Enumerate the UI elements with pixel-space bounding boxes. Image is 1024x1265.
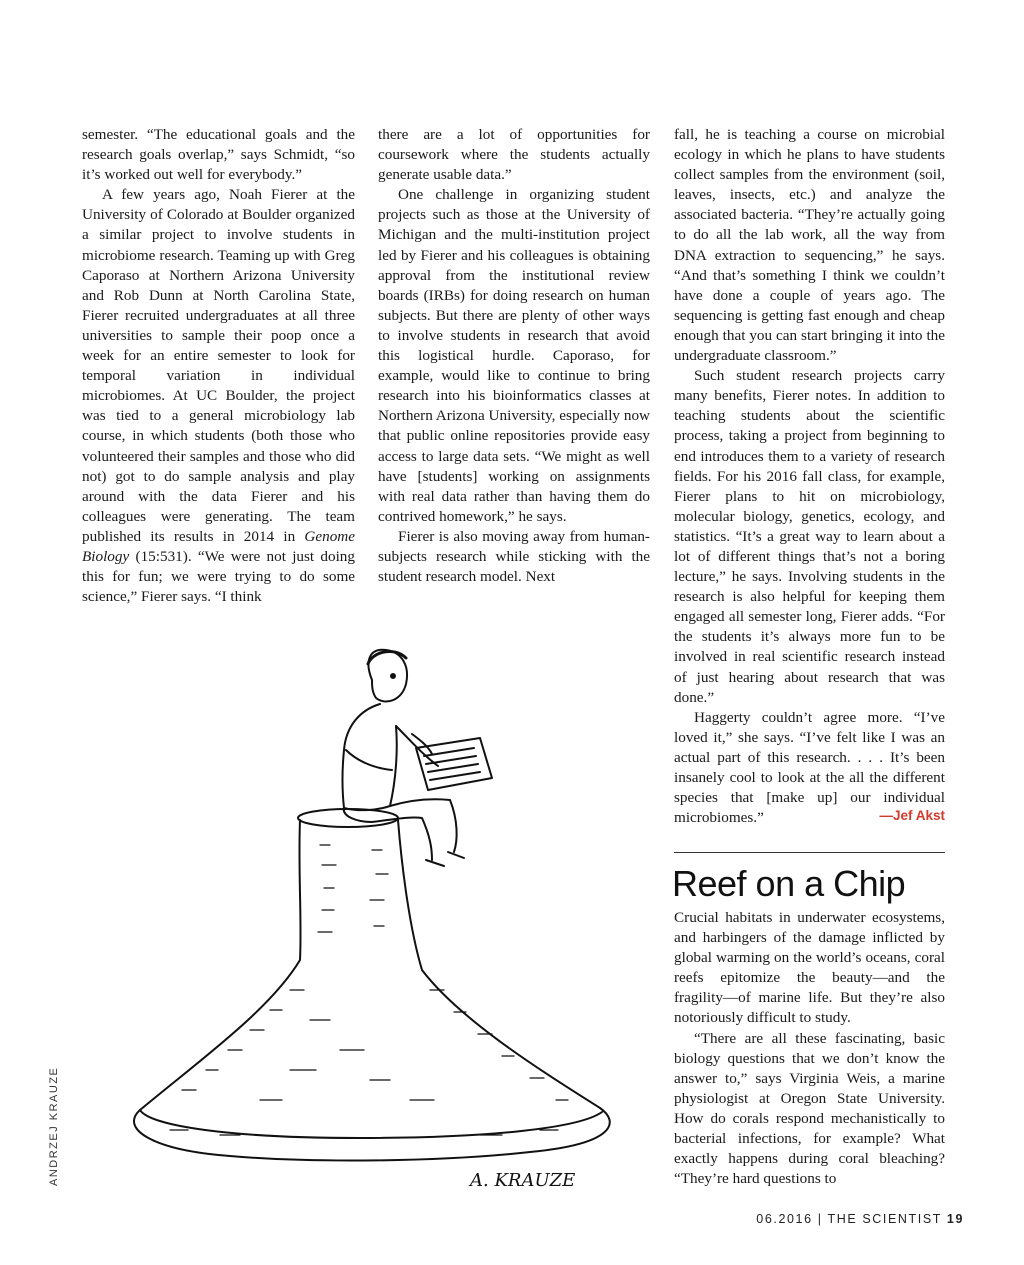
page-footer: [756, 1212, 964, 1226]
section-headline: Reef on a Chip: [672, 863, 906, 904]
flask-drawing: [134, 809, 610, 1161]
paragraph: “There are all these fascinating, basic biology questions that we don’t know the answer to,” says Virginia Weis, a marine physiologist at Oregon State University. How do corals respond mechanistically to bacterial infections, for example? What exactly happens during coral bleaching? “They’re hard questions to: [674, 1029, 945, 1188]
issue-date: 06.2016: [756, 1212, 813, 1226]
paragraph: Fierer is also moving away from human-subjects research while sticking with the student research model. Next: [378, 527, 650, 586]
paragraph: One challenge in organizing student projects such as those at the University of Michigan and the multi-institution project led by Fierer and his colleagues is obtaining approval from the institutional review boards (IRBs) for doing research on human subjects. But there are plenty of other ways to involve students in research that avoid this logistical hurdle. Caporaso, for example, would like to continue to bring research into his bioinformatics classes at Northern Arizona University, especially now that public online repositories provide easy access to large data sets. “We might as well have [students] working on assignments with real data rather than having them do contrived homework,” he says.: [378, 186, 650, 525]
section-divider: [674, 852, 945, 853]
paragraph: Haggerty couldn’t agree more. “I’ve loved it,” she says. “I’ve felt like I was an actual part of this research. . . . It’s been insanely cool to look at the all the different species that [make up] our individual microbiomes.”: [674, 708, 945, 827]
article-column-1: [82, 125, 355, 607]
paragraph: semester. “The educational goals and the research goals overlap,” says Schmidt, “so it’s worked out well for everybody.”: [82, 126, 355, 184]
journal-title: Genome Biology: [82, 527, 355, 565]
paragraph: there are a lot of opportunities for coursework where the students actually generate usable data.”: [378, 126, 650, 184]
paragraph: Such student research projects carry many benefits, Fierer notes. In addition to teaching students about the scientific process, taking a project from beginning to end introduces them to a variety of research fields. For his 2016 fall class, for example, Fierer plans to hit on microbiology, molecular biology, genetics, ecology, and statistics. “It’s a great way to learn about a lot of different things that’s not a boring lecture,” he says. Involving students in the research is also helpful for keeping them engaged all semester long, Fierer adds. “For the students it’s always more fun to be involved in real scientific research instead of just hearing about research that was done.”: [674, 367, 945, 706]
paragraph: A few years ago, Noah Fierer at the University of Colorado at Boulder organized a similar project to involve students in microbiome research. Teaming up with Greg Caporaso at Northern Arizona University and Rob Dunn at North Carolina State, Fierer recruited undergraduates at all three universities to sample their poop once a week for an entire semester to look for temporal variation in individual microbiomes. At UC Boulder, the project was tied to a general microbiology lab course, in which students (both those who volunteered their samples and those who did not) got to do sample analysis and play around with the data Fierer and his colleagues were generating. The team published its results in 2014 in Genome Biology (15:531). “We were not just doing this for fun; we were trying to do some science,” Fierer says. “I think: [82, 186, 355, 606]
article-column-3: [674, 125, 945, 828]
paragraph: Crucial habitats in underwater ecosystems, and harbingers of the damage inflicted by global warming on the world’s oceans, coral reefs epitomize the beauty—and the fragility—of marine life. But they’re also notoriously difficult to study.: [674, 909, 945, 1027]
page-number: 19: [946, 1212, 964, 1226]
illustration-credit: ANDRZEJ KRAUZE: [48, 1066, 60, 1186]
magazine-name: THE SCIENTIST: [827, 1212, 942, 1226]
artist-signature: A. KRAUZE: [470, 1170, 576, 1191]
article-column-2: [378, 125, 650, 587]
cartoon-illustration: [110, 630, 630, 1200]
footer-separator: |: [817, 1212, 823, 1226]
paragraph: fall, he is teaching a course on microbial ecology in which he plans to have students collect samples from the environment (soil, leaves, insects, etc.) and analyze the associated bacteria. “They’re actually going to do all the lab work, all the way from DNA extraction to sequencing,” he says. “And that’s something I think we couldn’t have done a couple of years ago. The sequencing is getting fast enough and cheap enough that you can start bringing it into the undergraduate classroom.”: [674, 126, 945, 365]
seated-man-drawing: [343, 650, 493, 866]
author-byline: —Jef Akst: [879, 808, 945, 823]
article-column-3-section-2: [674, 908, 945, 1189]
